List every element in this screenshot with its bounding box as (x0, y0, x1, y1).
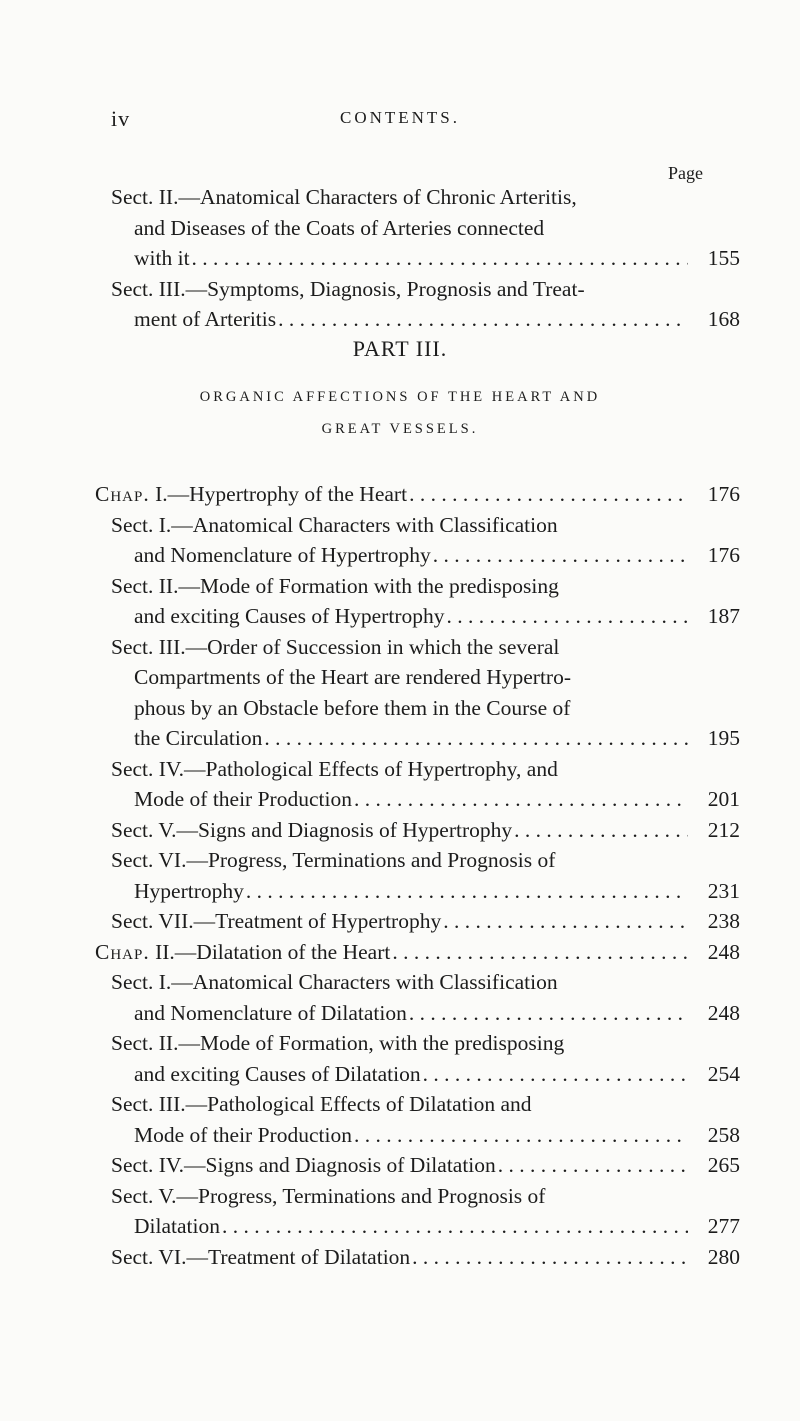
toc-page-number: 201 (707, 787, 740, 811)
toc-entry-title (134, 784, 352, 815)
toc-page-number: 280 (707, 1244, 740, 1269)
toc-entry-text: and exciting Causes of Hypertrophy (134, 604, 445, 628)
toc-page-number: 155 (707, 246, 740, 270)
toc-entry-line: Sect. II.—Mode of Formation, with the predisposing (111, 1031, 565, 1055)
dot-leader (354, 784, 688, 815)
page-number: iv (111, 106, 131, 131)
chapter-label: Chap. (95, 482, 150, 506)
toc-entry-text: Sect. VII.—Treatment of Hypertrophy (111, 909, 442, 933)
chapter-label: Chap. (95, 939, 150, 964)
toc-entry-text: the Circulation (134, 726, 263, 750)
toc-entry-line: and Diseases of the Coats of Arteries connected (134, 215, 545, 240)
dot-leader (354, 1120, 688, 1151)
toc-entry-title (111, 906, 441, 937)
toc-entry (111, 1089, 740, 1150)
toc-entry (111, 845, 740, 906)
toc-page-number: 212 (707, 817, 740, 842)
toc-page-number: 254 (707, 1061, 740, 1086)
toc-entry-text: and Nomenclature of Hypertrophy (134, 543, 431, 567)
toc-page-number: 168 (707, 307, 740, 331)
toc-entry-title (111, 1150, 496, 1181)
dot-leader (409, 479, 688, 510)
toc-entry-title (134, 998, 407, 1029)
dot-leader (278, 304, 688, 335)
toc-page-number: 248 (707, 1000, 740, 1025)
toc-entry-text: and exciting Causes of Dilatation (134, 1061, 421, 1086)
dot-leader (433, 540, 688, 571)
toc-entry (111, 1028, 740, 1089)
toc-entry-line: Sect. III.—Order of Succession in which the several (111, 634, 560, 659)
running-head (0, 106, 800, 136)
toc-page-number: 258 (707, 1122, 740, 1147)
dot-leader (412, 1242, 688, 1273)
toc-entry-text: Sect. VI.—Treatment of Dilatation (111, 1244, 411, 1269)
toc-entry-line: Sect. II.—Mode of Formation with the predisposing (111, 573, 559, 598)
toc-entry-title (134, 243, 190, 274)
toc-entry-title (111, 1242, 410, 1273)
dot-leader (192, 243, 688, 274)
toc-entry-line: Sect. I.—Anatomical Characters with Classification (111, 512, 558, 537)
page-column-label: Page (668, 163, 703, 183)
dot-leader (246, 876, 688, 907)
toc-entry-line: Sect. III.—Symptoms, Diagnosis, Prognosis and Treat- (111, 276, 585, 301)
toc-entry-text: Sect. V.—Signs and Diagnosis of Hypertrophy (111, 817, 513, 842)
toc-entry (95, 937, 740, 968)
toc-entry-text: Dilatation (134, 1214, 220, 1238)
part-subtitle-line-1: ORGANIC AFFECTIONS OF THE HEART AND (199, 389, 601, 405)
toc-entry-title (134, 1120, 352, 1151)
part-heading: PART III. (352, 336, 448, 361)
part-subtitle-line-2: GREAT VESSELS. (321, 421, 479, 437)
toc-entry-title (134, 1059, 421, 1090)
toc-entry-text: Sect. IV.—Signs and Diagnosis of Dilatation (111, 1153, 496, 1177)
toc-page-number: 187 (707, 604, 740, 628)
toc-entry-text: Mode of their Production (134, 1122, 352, 1147)
toc-entry-line: Sect. II.—Anatomical Characters of Chronic Arteritis, (111, 185, 577, 209)
dot-leader (222, 1211, 688, 1242)
toc-entry (111, 274, 740, 335)
toc-entry-title (95, 937, 390, 968)
toc-entry-line: Compartments of the Heart are rendered Hypertro- (134, 665, 571, 689)
toc-entry-line: Sect. I.—Anatomical Characters with Classification (111, 970, 558, 994)
toc-page-number: 176 (707, 543, 740, 567)
toc-entry-text: II.—Dilatation of the Heart (149, 939, 391, 964)
toc-entry (111, 906, 740, 937)
toc-entry-title (134, 1211, 220, 1242)
toc-page-number: 176 (707, 482, 740, 506)
toc-entry (111, 510, 740, 571)
toc-entry (111, 182, 740, 274)
toc-entry-text: Hypertrophy (134, 878, 244, 903)
dot-leader (514, 815, 688, 846)
toc-entry (111, 632, 740, 754)
toc-page-number: 248 (707, 939, 740, 964)
toc-page-number: 277 (707, 1214, 740, 1238)
dot-leader (409, 998, 688, 1029)
toc-entry-line: Sect. III.—Pathological Effects of Dilatation and (111, 1092, 532, 1116)
toc-entry (111, 571, 740, 632)
toc-entry-text: and Nomenclature of Dilatation (134, 1000, 407, 1025)
toc-entry-text: with it (134, 246, 190, 270)
toc-entry (95, 479, 740, 510)
toc-entry (111, 754, 740, 815)
toc-entry (111, 1242, 740, 1273)
toc-entry-line: Sect. IV.—Pathological Effects of Hypertrophy, and (111, 756, 558, 781)
toc-entry-line: Sect. V.—Progress, Terminations and Prognosis of (111, 1183, 546, 1208)
running-title: CONTENTS. (339, 108, 461, 127)
toc-entry-title (134, 876, 244, 907)
toc-page-number: 231 (707, 878, 740, 903)
toc-entry-title (111, 815, 512, 846)
dot-leader (423, 1059, 688, 1090)
toc-page-number: 265 (707, 1153, 740, 1177)
toc-entry-text: ment of Arteritis (134, 307, 277, 331)
toc-entry-text: I.—Hypertrophy of the Heart (149, 482, 408, 506)
dot-leader (392, 937, 688, 968)
toc-entry-text: Mode of their Production (134, 787, 352, 811)
dot-leader (443, 906, 688, 937)
toc-entry (111, 1150, 740, 1181)
dot-leader (446, 601, 688, 632)
toc-entry-line: phous by an Obstacle before them in the Course of (134, 695, 571, 720)
toc-page-number: 195 (707, 726, 740, 750)
toc-entry-title (134, 723, 262, 754)
toc-page-number: 238 (707, 909, 740, 933)
toc-entry-title (134, 601, 444, 632)
dot-leader (498, 1150, 688, 1181)
toc-entry-title (134, 304, 276, 335)
toc-entry-title (134, 540, 431, 571)
toc-entry (111, 815, 740, 846)
dot-leader (264, 723, 688, 754)
toc-entry-line: Sect. VI.—Progress, Terminations and Prognosis of (111, 848, 556, 872)
toc-entry-title (95, 479, 407, 510)
toc-entry (111, 967, 740, 1028)
toc-entry (111, 1181, 740, 1242)
